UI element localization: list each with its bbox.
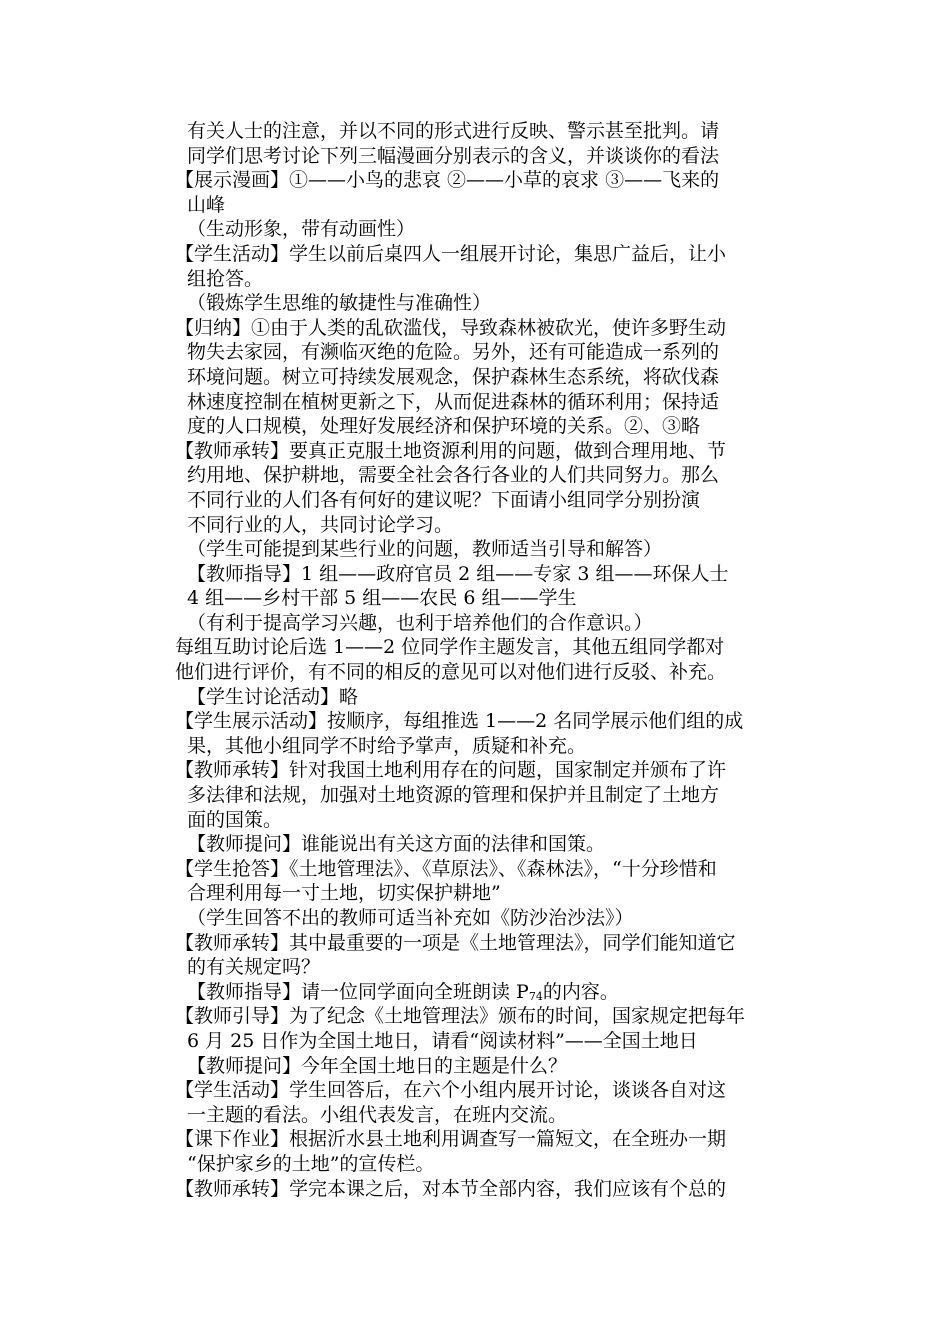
text-line: 多法律和法规，加强对土地资源的管理和保护并且制定了土地方 — [187, 784, 720, 807]
text-line: 【学生讨论活动】略 — [187, 685, 359, 708]
text-line: 【归纳】①由于人类的乱砍滥伐，导致森林被砍光，使许多野生动 — [175, 316, 727, 339]
page-subscript: 74 — [528, 989, 543, 1003]
text-line: 物失去家园，有濒临灭绝的危险。另外，还有可能造成一系列的 — [187, 341, 720, 364]
text-run: 【教师指导】请一位同学面向全班朗读 P — [187, 980, 529, 1003]
text-line: 不同行业的人，共同讨论学习。 — [187, 513, 454, 536]
text-line: 有关人士的注意，并以不同的形式进行反映、警示甚至批判。请 — [187, 120, 720, 142]
text-line: 4 组——乡村干部 5 组——农民 6 组——学生 — [187, 587, 577, 610]
text-line: 度的人口规模，处理好发展经济和保护环境的关系。②、③略 — [187, 415, 701, 438]
text-line: 【教师提问】今年全国土地日的主题是什么？ — [187, 1054, 568, 1077]
text-line: 组抢答。 — [187, 267, 264, 290]
text-line: 【学生活动】学生以前后桌四人一组展开讨论，集思广益后，让小 — [175, 242, 727, 265]
text-run: 的内容。 — [542, 980, 619, 1003]
text-line: （生动形象，带有动画性） — [187, 218, 416, 241]
text-line: 【学生展示活动】按顺序，每组推选 1——2 名同学展示他们组的成 — [175, 710, 744, 733]
text-line: 【展示漫画】①——小鸟的悲哀 ②——小草的哀求 ③——飞来的 — [175, 169, 720, 192]
text-line: 同学们思考讨论下列三幅漫画分别表示的含义，并谈谈你的看法 — [187, 144, 720, 167]
text-line: 【教师承转】其中最重要的一项是《土地管理法》，同学们能知道它 — [175, 931, 736, 954]
text-line: 【教师承转】针对我国土地利用存在的问题，国家制定并颁布了许 — [175, 759, 727, 782]
text-line: （有利于提高学习兴趣，也利于培养他们的合作意识。） — [187, 611, 653, 634]
text-line: 【教师提问】谁能说出有关这方面的法律和国策。 — [187, 833, 606, 856]
body-text — [175, 119, 815, 1201]
text-line: 【教师指导】1 组——政府官员 2 组——专家 3 组——环保人士 — [187, 562, 729, 585]
text-line: 的有关规定吗？ — [187, 956, 321, 979]
text-line: 【学生抢答】《土地管理法》、《草原法》、《森林法》，“十分珍惜和 — [175, 857, 717, 880]
text-line: （学生可能提到某些行业的问题，教师适当引导和解答） — [187, 538, 663, 561]
text-line: 【学生活动】学生回答后，在六个小组内展开讨论，谈谈各自对这 — [175, 1079, 727, 1102]
text-line: 不同行业的人们各有何好的建议呢？下面请小组同学分别扮演 — [187, 488, 701, 511]
text-line: 【教师承转】要真正克服土地资源利用的问题，做到合理用地、节 — [175, 439, 727, 462]
text-line: 他们进行评价，有不同的相反的意见可以对他们进行反驳、补充。 — [175, 661, 727, 684]
text-line: 山峰 — [187, 193, 226, 216]
text-line: 【教师承转】学完本课之后，对本节全部内容，我们应该有个总的 — [175, 1177, 727, 1200]
text-line: 林速度控制在植树更新之下，从而促进森林的循环利用；保持适 — [187, 390, 720, 413]
text-line: 环境问题。树立可持续发展观念，保护森林生态系统，将砍伐森 — [187, 365, 720, 388]
text-line: 合理利用每一寸土地，切实保护耕地” — [187, 882, 501, 905]
text-line: （锻炼学生思维的敏捷性与准确性） — [187, 292, 492, 315]
text-line: 【课下作业】根据沂水县土地利用调查写一篇短文，在全班办一期 — [175, 1128, 727, 1151]
text-line: “保护家乡的土地”的宣传栏。 — [187, 1152, 435, 1175]
text-line: 【教师引导】为了纪念《土地管理法》颁布的时间，国家规定把每年 — [175, 1005, 746, 1028]
text-line: （学生回答不出的教师可适当补充如《防沙治沙法》） — [187, 907, 634, 929]
text-line — [175, 980, 815, 1005]
text-line: 面的国策。 — [187, 808, 283, 831]
text-line: 6 月 25 日作为全国土地日，请看“阅读材料”——全国土地日 — [187, 1029, 698, 1052]
text-line: 一主题的看法。小组代表发言，在班内交流。 — [187, 1103, 568, 1126]
text-line: 每组互助讨论后选 1——2 位同学作主题发言，其他五组同学都对 — [175, 636, 725, 659]
text-line: 约用地、保护耕地，需要全社会各行各业的人们共同努力。那么 — [187, 464, 720, 487]
text-line: 果，其他小组同学不时给予掌声，质疑和补充。 — [187, 734, 587, 757]
